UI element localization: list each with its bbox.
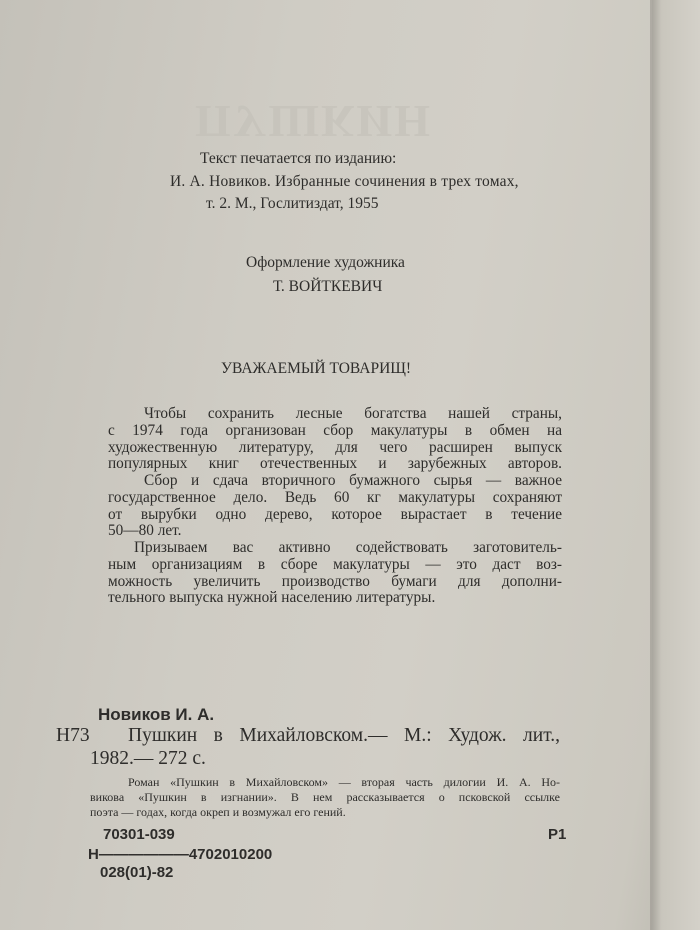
index-top: 70301-039 (103, 826, 175, 843)
catalog-author: Новиков И. А. (98, 705, 215, 724)
classification: Р1 (548, 826, 567, 843)
index-mid: Н——————4702010200 (88, 846, 273, 863)
catalog-annotation-line: викова «Пушкин в изгнании». В нем рассказывается о псковской ссылке (90, 790, 560, 804)
index-bottom: 028(01)-82 (100, 864, 174, 881)
catalog-year-pages: 1982.— 272 с. (90, 748, 206, 769)
appeal-line: художественную литературу, для чего расширен выпуск (108, 439, 562, 456)
page-gutter (650, 0, 652, 930)
catalog-code: Н73 (56, 725, 90, 746)
edition-note-line1: Текст печатается по изданию: (200, 150, 397, 167)
catalog-annotation-line: Роман «Пушкин в Михайловском» — вторая часть дилогии И. А. Но- (128, 775, 560, 789)
appeal-line: популярных книг отечественных и зарубежных авторов. (108, 455, 562, 472)
appeal-line: тельного выпуска нужной населению литературы. (108, 589, 436, 606)
appeal-line: Призываем вас активно содействовать заготовитель- (134, 539, 562, 556)
appeal-line: от вырубки одно дерево, которое вырастает в течение (108, 506, 562, 523)
show-through-title: ПУШКИН (195, 96, 432, 147)
appeal-line: можность увеличить производство бумаги для дополни- (108, 573, 562, 590)
appeal-line: Сбор и сдача вторичного бумажного сырья — важное (144, 472, 562, 489)
appeal-line: ным организациям в сборе макулатуры — это даст воз- (108, 556, 562, 573)
design-label: Оформление художника (246, 254, 405, 271)
catalog-annotation-line: поэта — годах, когда окреп и возмужал его гений. (90, 805, 346, 819)
design-artist: Т. ВОЙТКЕВИЧ (273, 278, 383, 295)
appeal-line: государственное дело. Ведь 60 кг макулатуры сохраняют (108, 489, 562, 506)
edition-note-line2: И. А. Новиков. Избранные сочинения в трех томах, (170, 173, 519, 190)
appeal-heading: УВАЖАЕМЫЙ ТОВАРИЩ! (221, 360, 412, 377)
appeal-line: 50—80 лет. (108, 522, 182, 539)
appeal-line: с 1974 года организован сбор макулатуры в обмен на (108, 422, 562, 439)
appeal-line: Чтобы сохранить лесные богатства нашей страны, (144, 405, 562, 422)
adjacent-page-edge (652, 0, 700, 930)
catalog-title: Пушкин в Михайловском.— М.: Худож. лит., (128, 725, 560, 746)
edition-note-line3: т. 2. М., Гослитиздат, 1955 (206, 195, 379, 212)
